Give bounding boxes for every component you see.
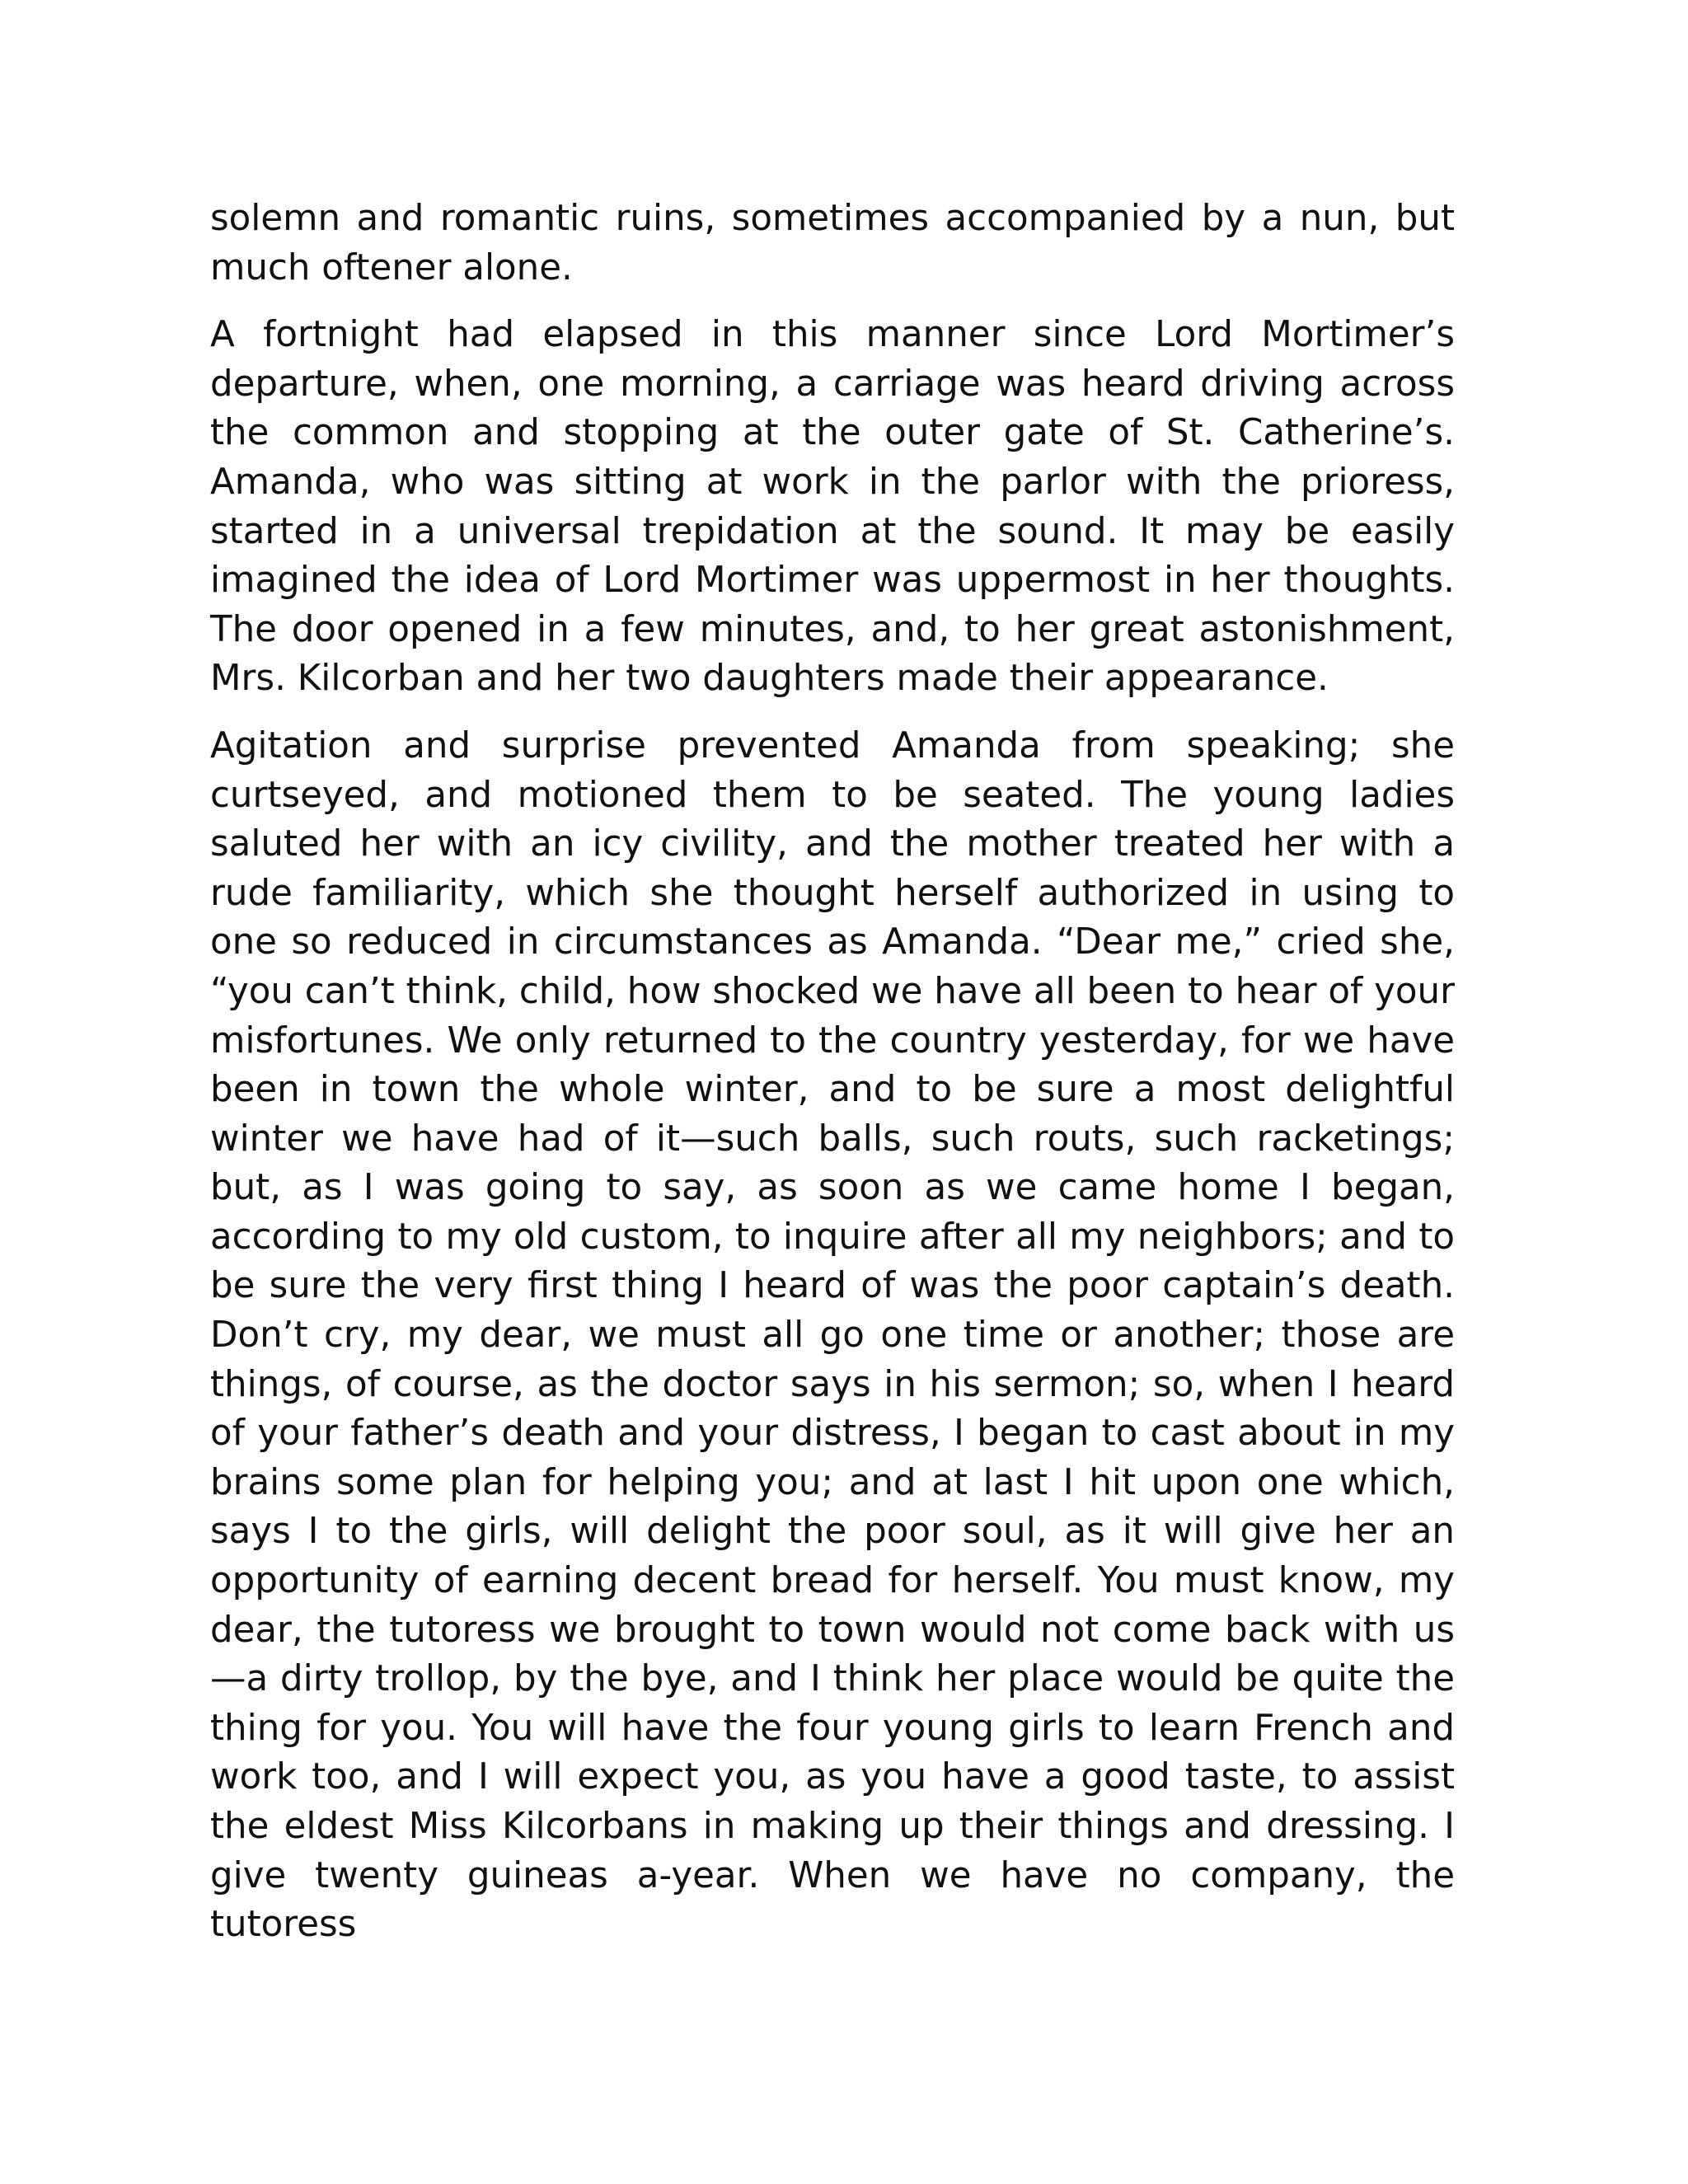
- book-page: [210, 194, 1455, 1968]
- paragraph-continuation: solemn and romantic ruins, sometimes accompanied by a nun, but much oftener alone.: [210, 198, 1455, 288]
- paragraph-kilcorban-visit: Agitation and surprise prevented Amanda from speaking; she curtseyed, and motioned them to be seated. The young ladies saluted her with an icy civility, and the mother treated her with a rude familiarity, which she thought herself authorized in using to one so reduced in circumstances as Amanda. “Dear me,” cried she, “you can’t think, child, how shocked we have all been to hear of your misfortunes. We only returned to the country yesterday, for we have been in town the whole winter, and to be sure a most delightful winter we have had of it—such balls, such routs, such racketings; but, as I was going to say, as soon as we came home I began, according to my old custom, to inquire after all my neighbors; and to be sure the very first thing I heard of was the poor captain’s death. Don’t cry, my dear, we must all go one time or another; those are things, of course, as the doctor says in his sermon; so, when I heard of your father’s death and your distress, I began to cast about in my brains some plan for helping you; and at last I hit upon one which, says I to the girls, will delight the poor soul, as it will give her an opportunity of earning decent bread for herself. You must know, my dear, the tutoress we brought to town would not come back with us —a dirty trollop, by the bye, and I think her place would be quite the thing for you. You will have the four young girls to learn French and work too, and I will expect you, as you have a good taste, to assist the eldest Miss Kilcorbans in making up their things and dressing. I give twenty guineas a-year. When we have no company, the tutoress: [210, 724, 1455, 1946]
- paragraph-carriage-arrival: A fortnight had elapsed in this manner since Lord Mortimer’s departure, when, one morning, a carriage was heard driving across the common and stopping at the outer gate of St. Catherine’s. Amanda, who was sitting at work in the parlor with the prioress, started in a universal trepidation at the sound. It may be easily imagined the idea of Lord Mortimer was uppermost in her thoughts. The door opened in a few minutes, and, to her great astonishment, Mrs. Kilcorban and her two daughters made their appearance.: [210, 314, 1455, 700]
